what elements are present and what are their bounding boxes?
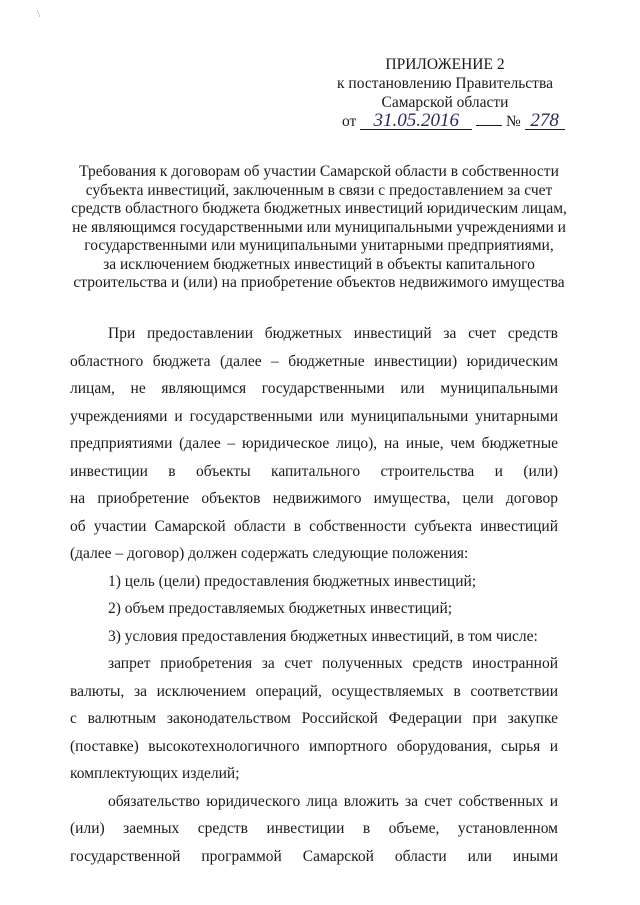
body-line: обязательство юридического лица вложить за счет собственных и	[108, 792, 558, 810]
title-line: за исключением бюджетных инвестиций в объекты капитального	[103, 255, 535, 273]
body-line: 2) объем предоставляемых бюджетных инвестиций;	[108, 600, 453, 617]
handwritten-number: 278	[525, 112, 565, 130]
body-line: (поставке) высокотехнологичного импортного оборудования, сырья и	[70, 737, 558, 755]
body-line: запрет приобретения за счет полученных средств иностранной	[108, 655, 558, 672]
title-line: Требования к договорам об участии Самарской области в собственности	[79, 163, 559, 180]
paragraph-intro	[70, 320, 558, 568]
annex-date-row	[330, 112, 560, 131]
date-underline	[476, 125, 502, 126]
body-line: об участии Самарской области в собственности субъекта инвестиций	[70, 517, 558, 535]
annex-header	[330, 55, 560, 131]
paragraph-item-3	[70, 623, 558, 651]
body-line: лицам, не являющимся государственными или муниципальными	[70, 380, 558, 397]
body-line: 3) условия предоставления бюджетных инвестиций, в том числе:	[108, 627, 538, 645]
title-line: не являющимся государственными или муниципальными учреждениями и	[72, 218, 566, 236]
body-line: на приобретение объектов недвижимого имущества, цели договор	[70, 490, 558, 507]
body-line: государственной программой Самарской области или иными	[70, 847, 558, 865]
annex-title: ПРИЛОЖЕНИЕ 2	[385, 56, 505, 73]
body-line: валюты, за исключением операций, осуществляемых в соответствии	[70, 682, 558, 700]
body-line: с валютным законодательством Российской Федерации при закупке	[70, 710, 558, 727]
paragraph-obligation	[70, 788, 558, 871]
annex-resolution: к постановлению Правительства	[337, 75, 553, 92]
title-line: строительства и (или) на приобретение объектов недвижимого имущества	[73, 274, 565, 291]
body-line: 1) цель (цели) предоставления бюджетных инвестиций;	[108, 572, 477, 590]
handwritten-date: 31.05.2016	[360, 112, 472, 130]
title-line: государственными или муниципальными унитарными предприятиями,	[84, 237, 554, 254]
title-line: субъекта инвестиций, заключенным в связи с предоставлением за счет	[85, 181, 553, 199]
corner-mark: \	[37, 8, 41, 20]
document-title	[70, 163, 568, 293]
body-line: предприятиями (далее – юридическое лицо), на иные, чем бюджетные	[70, 435, 558, 452]
paragraph-currency-ban	[70, 650, 558, 788]
title-line: средств областного бюджета бюджетных инвестиций юридическим лицам,	[71, 200, 567, 217]
body-line: (далее – договор) должен содержать следующие положения:	[70, 545, 469, 562]
body-line: учреждениями и государственными или муниципальными унитарными	[70, 407, 558, 425]
body-line: (или) заемных средств инвестиции в объеме, установленном	[70, 820, 558, 837]
annex-region: Самарской области	[381, 94, 509, 111]
document-body	[70, 320, 558, 870]
paragraph-item-2	[70, 595, 558, 623]
body-line: При предоставлении бюджетных инвестиций за счет средств	[108, 325, 558, 342]
body-line: областного бюджета (далее – бюджетные инвестиции) юридическим	[70, 352, 558, 370]
date-prefix: от	[342, 113, 357, 130]
paragraph-item-1	[70, 568, 558, 596]
body-line: комплектующих изделий;	[70, 765, 240, 782]
number-sign: №	[505, 113, 521, 130]
body-line: инвестиции в объекты капитального строительства и (или)	[70, 462, 558, 480]
